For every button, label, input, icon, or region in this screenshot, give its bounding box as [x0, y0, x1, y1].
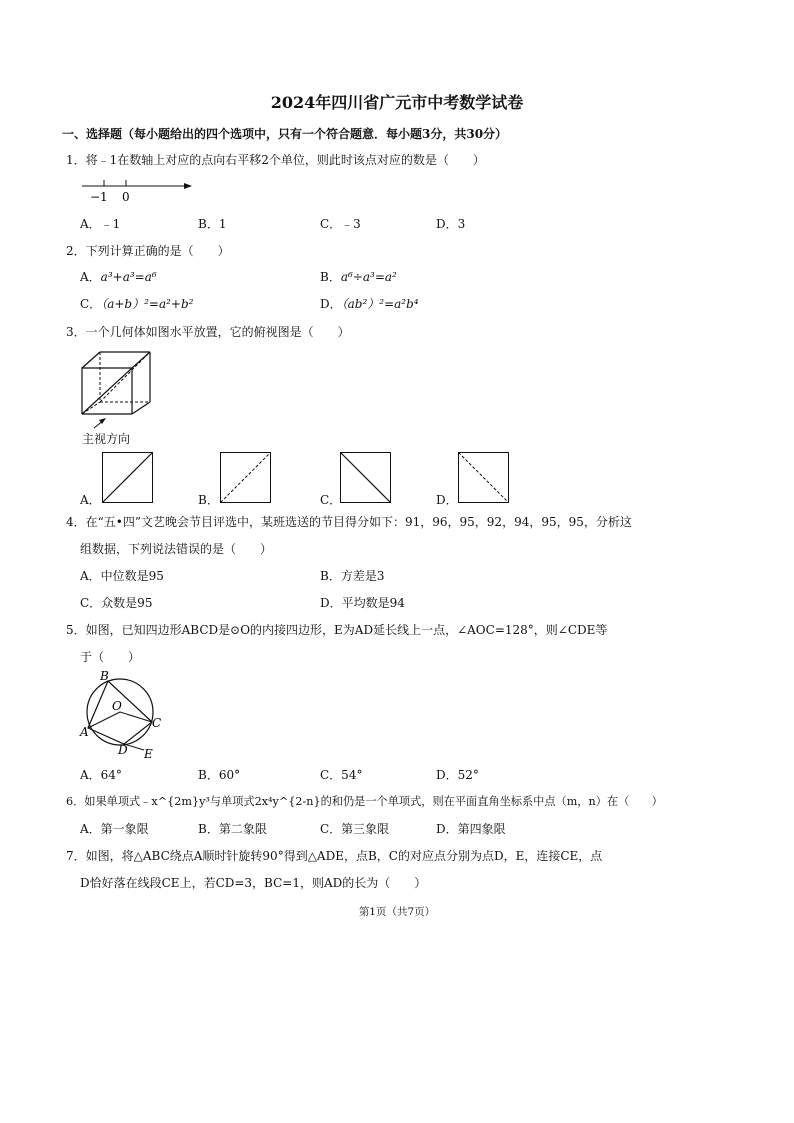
q2-option-a[interactable] [80, 268, 157, 285]
paper-title: 2024年四川省广元市中考数学试卷 [270, 93, 524, 112]
q5-option-b[interactable]: B．60° [198, 768, 241, 782]
question-5-stem-line2: 于（ ） [80, 650, 141, 664]
label-b: B [100, 669, 109, 683]
label-c: C [152, 716, 162, 730]
q5-option-a[interactable]: A．64° [80, 768, 122, 782]
axis-label-minus-one: −1 [90, 190, 108, 204]
q3-option-a[interactable]: A． [80, 493, 101, 507]
q2-option-a-label: A． [80, 270, 101, 284]
question-4-stem-line1: 4．在“五•四”文艺晚会节目评选中，某班选送的节目得分如下：91，96，95，92，94，95，95，分析这 [66, 515, 632, 529]
number-line-figure [80, 176, 200, 206]
q2-option-c[interactable] [80, 295, 193, 312]
q2-option-a-expr: a³+a³=a⁶ [100, 270, 157, 284]
page-footer: 第1页（共7页） [358, 906, 436, 918]
q4-option-c[interactable]: C．众数是95 [80, 596, 153, 610]
q1-option-a[interactable]: A．﹣1 [80, 217, 121, 231]
question-3-stem: 3．一个几何体如图水平放置，它的俯视图是（ ） [66, 325, 350, 339]
question-5-stem-line1: 5．如图，已知四边形ABCD是⊙O的内接四边形，E为AD延长线上一点，∠AOC=128°，则∠CDE等 [66, 623, 608, 637]
question-7-stem-line1: 7．如图，将△ABC绕点A顺时针旋转90°得到△ADE，点B，C的对应点分别为点D，E，连接CE，点 [66, 849, 603, 863]
q1-option-b[interactable]: B．1 [198, 217, 227, 231]
q2-option-b-label: B． [320, 270, 341, 284]
q3-option-b-figure[interactable] [220, 452, 272, 504]
q3-option-d[interactable]: D． [436, 493, 458, 507]
label-e: E [144, 747, 153, 761]
question-4-stem-line2: 组数据，下列说法错误的是（ ） [80, 542, 273, 556]
axis-label-zero: 0 [122, 190, 130, 204]
q1-option-c[interactable]: C．﹣3 [320, 217, 361, 231]
q4-option-a[interactable]: A．中位数是95 [80, 569, 164, 583]
q2-option-b-expr: a⁶÷a³=a² [340, 270, 397, 284]
q2-option-d-label: D． [320, 297, 342, 311]
number-line-arrow [184, 183, 192, 189]
q3-option-c-figure[interactable] [340, 452, 392, 504]
label-o: O [112, 699, 122, 713]
question-6-stem: 6．如果单项式﹣x^{2m}y³与单项式2x⁴y^{2-n}的和仍是一个单项式，则在平面直角坐标系中点（m，n）在（ ） [66, 795, 663, 808]
q5-option-d[interactable]: D．52° [436, 768, 479, 782]
q2-option-c-label: C． [80, 297, 102, 311]
question-7-stem-line2: D恰好落在线段CE上，若CD=3，BC=1，则AD的长为（ ） [80, 876, 427, 890]
circle-quadrilateral-figure [80, 668, 160, 760]
q5-option-c[interactable]: C．54° [320, 768, 363, 782]
solid-figure [80, 350, 160, 430]
q1-option-d[interactable]: D．3 [436, 217, 466, 231]
label-a: A [80, 725, 89, 739]
section-heading: 一、选择题（每小题给出的四个选项中，只有一个符合题意．每小题3分，共30分） [62, 127, 508, 141]
view-direction-label: 主视方向 [82, 432, 131, 446]
q6-option-a[interactable]: A．第一象限 [80, 822, 149, 836]
q4-option-b[interactable]: B．方差是3 [320, 569, 385, 583]
q2-option-b[interactable] [320, 268, 397, 285]
q3-option-c[interactable]: C． [320, 493, 342, 507]
label-d: D [118, 743, 128, 757]
q3-option-b[interactable]: B． [198, 493, 219, 507]
question-2-stem: 2．下列计算正确的是（ ） [66, 244, 230, 258]
q4-option-d[interactable]: D．平均数是94 [320, 596, 405, 610]
q6-option-d[interactable]: D．第四象限 [436, 822, 506, 836]
q6-option-c[interactable]: C．第三象限 [320, 822, 390, 836]
question-1-stem: 1．将﹣1在数轴上对应的点向右平移2个单位，则此时该点对应的数是（ ） [66, 153, 485, 167]
q2-option-d-expr: （ab²）²=a²b⁴ [341, 297, 419, 311]
q3-option-d-figure[interactable] [458, 452, 510, 504]
q2-option-d[interactable] [320, 295, 419, 312]
q2-option-c-expr: （a+b）²=a²+b² [101, 297, 194, 311]
q3-option-a-figure[interactable] [102, 452, 154, 504]
q6-option-b[interactable]: B．第二象限 [198, 822, 267, 836]
